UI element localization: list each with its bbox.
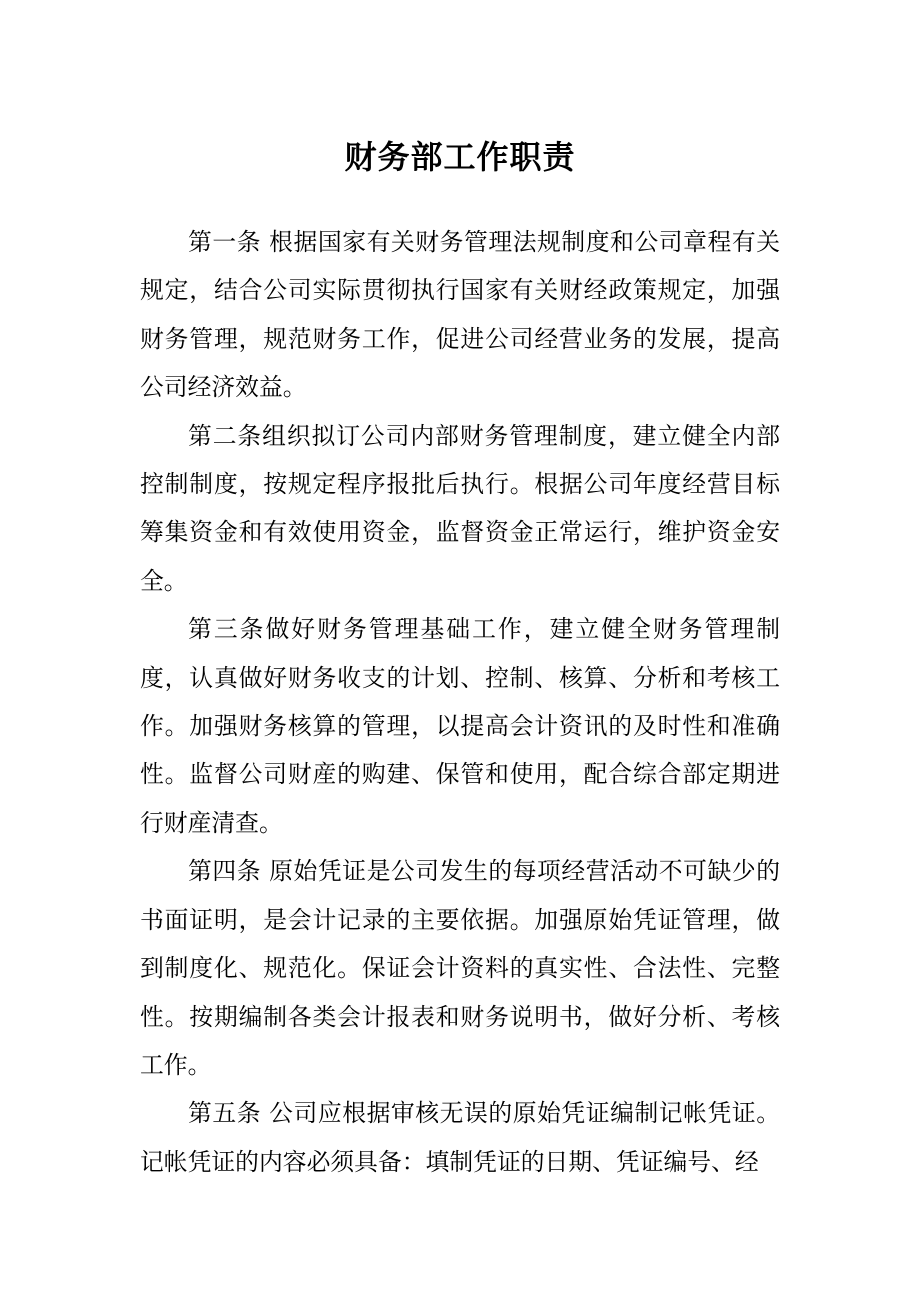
article-paragraph-2: 第二条组织拟订公司内部财务管理制度，建立健全内部控制制度，按规定程序报批后执行。根据公司年度经营目标筹集资金和有效使用资金，监督资金正常运行，维护资金安全。 [140,421,780,595]
article-paragraph-1: 第一条 根据国家有关财务管理法规制度和公司章程有关规定，结合公司实际贯彻执行国家有关财经政策规定，加强财务管理，规范财务工作，促进公司经营业务的发展，提高公司经济效益。 [140,228,780,402]
document-body [140,218,780,1186]
article-paragraph-3: 第三条做好财务管理基础工作，建立健全财务管理制度，认真做好财务收支的计划、控制、核算、分析和考核工作。加强财务核算的管理，以提高会计资讯的及时性和准确性。监督公司财産的购建、保管和使用，配合综合部定期进行财産清查。 [140,615,780,837]
document-title: 财务部工作职责 [344,138,576,177]
article-paragraph-5: 第五条 公司应根据审核无误的原始凭证编制记帐凭证。记帐凭证的内容必须具备：填制凭证的日期、凭证编号、经 [140,1099,780,1176]
article-paragraph-4: 第四条 原始凭证是公司发生的每项经营活动不可缺少的书面证明，是会计记录的主要依据。加强原始凭证管理，做到制度化、规范化。保证会计资料的真实性、合法性、完整性。按期编制各类会计报表和财务说明书，做好分析、考核工作。 [140,857,780,1079]
